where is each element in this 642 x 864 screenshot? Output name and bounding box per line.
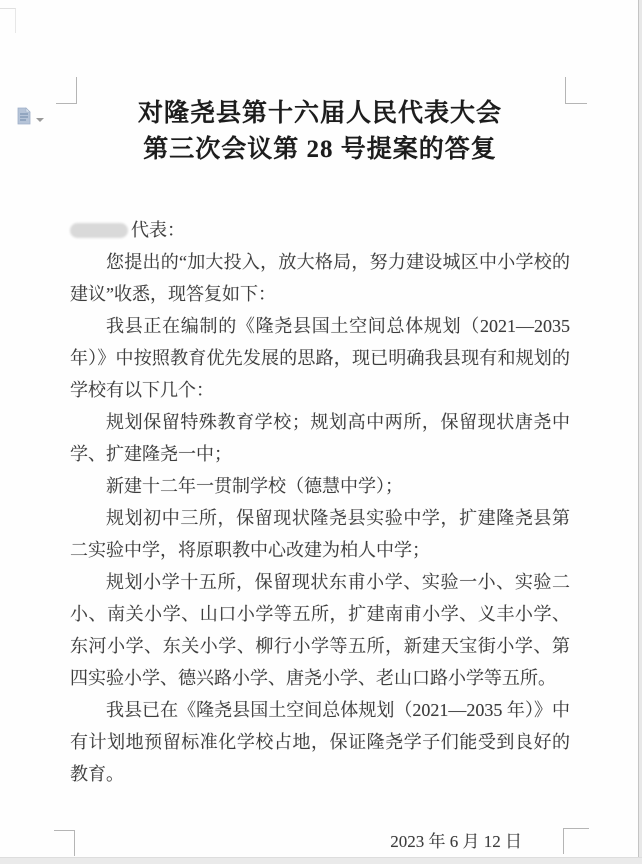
paragraph: 我县正在编制的《隆尧县国土空间总体规划（2021—2035 年）》中按照教育优先发展的思路，现已明确我县现有和规划的学校有以下几个： [70,316,570,400]
paragraph: 规划小学十五所，保留现状东甫小学、实验一小、实验二小、南关小学、山口小学等五所，扩建南甫小学、义丰小学、东河小学、东关小学、柳行小学等五所，新建天宝街小学、第四实验小学、德兴路小学、唐尧小学、老山口路小学等五所。 [70,572,570,688]
document-date: 2023 年 6 月 12 日 [390,832,522,851]
document-title [70,96,570,168]
paragraph: 规划保留特殊教育学校；规划高中两所，保留现状唐尧中学、扩建隆尧一中； [70,412,570,464]
salutation-line [70,214,570,246]
page-right-edge [638,0,642,864]
redacted-name-blur [70,223,128,238]
page-corner-artifact [0,8,16,33]
title-line-1: 对隆尧县第十六届人民代表大会 [137,100,502,127]
title-line-2: 第三次会议第 28 号提案的答复 [143,136,497,163]
page-bottom-edge [0,857,642,864]
salutation-suffix: 代表： [131,220,185,240]
paste-options-icon[interactable] [17,107,44,130]
document-icon [17,107,31,130]
paragraph: 规划初中三所，保留现状隆尧县实验中学，扩建隆尧县第二实验中学，将原职教中心改建为柏人中学； [70,508,570,560]
paragraph: 您提出的“加大投入，放大格局，努力建设城区中小学校的建议”收悉，现答复如下： [70,252,570,304]
chevron-down-icon [36,118,44,122]
paragraph: 新建十二年一贯制学校（德慧中学）； [106,476,403,496]
paragraph: 我县已在《隆尧县国土空间总体规划（2021—2035 年）》中有计划地预留标准化学校占地，保证隆尧学子们能受到良好的教育。 [70,700,570,784]
document-body [70,0,570,858]
